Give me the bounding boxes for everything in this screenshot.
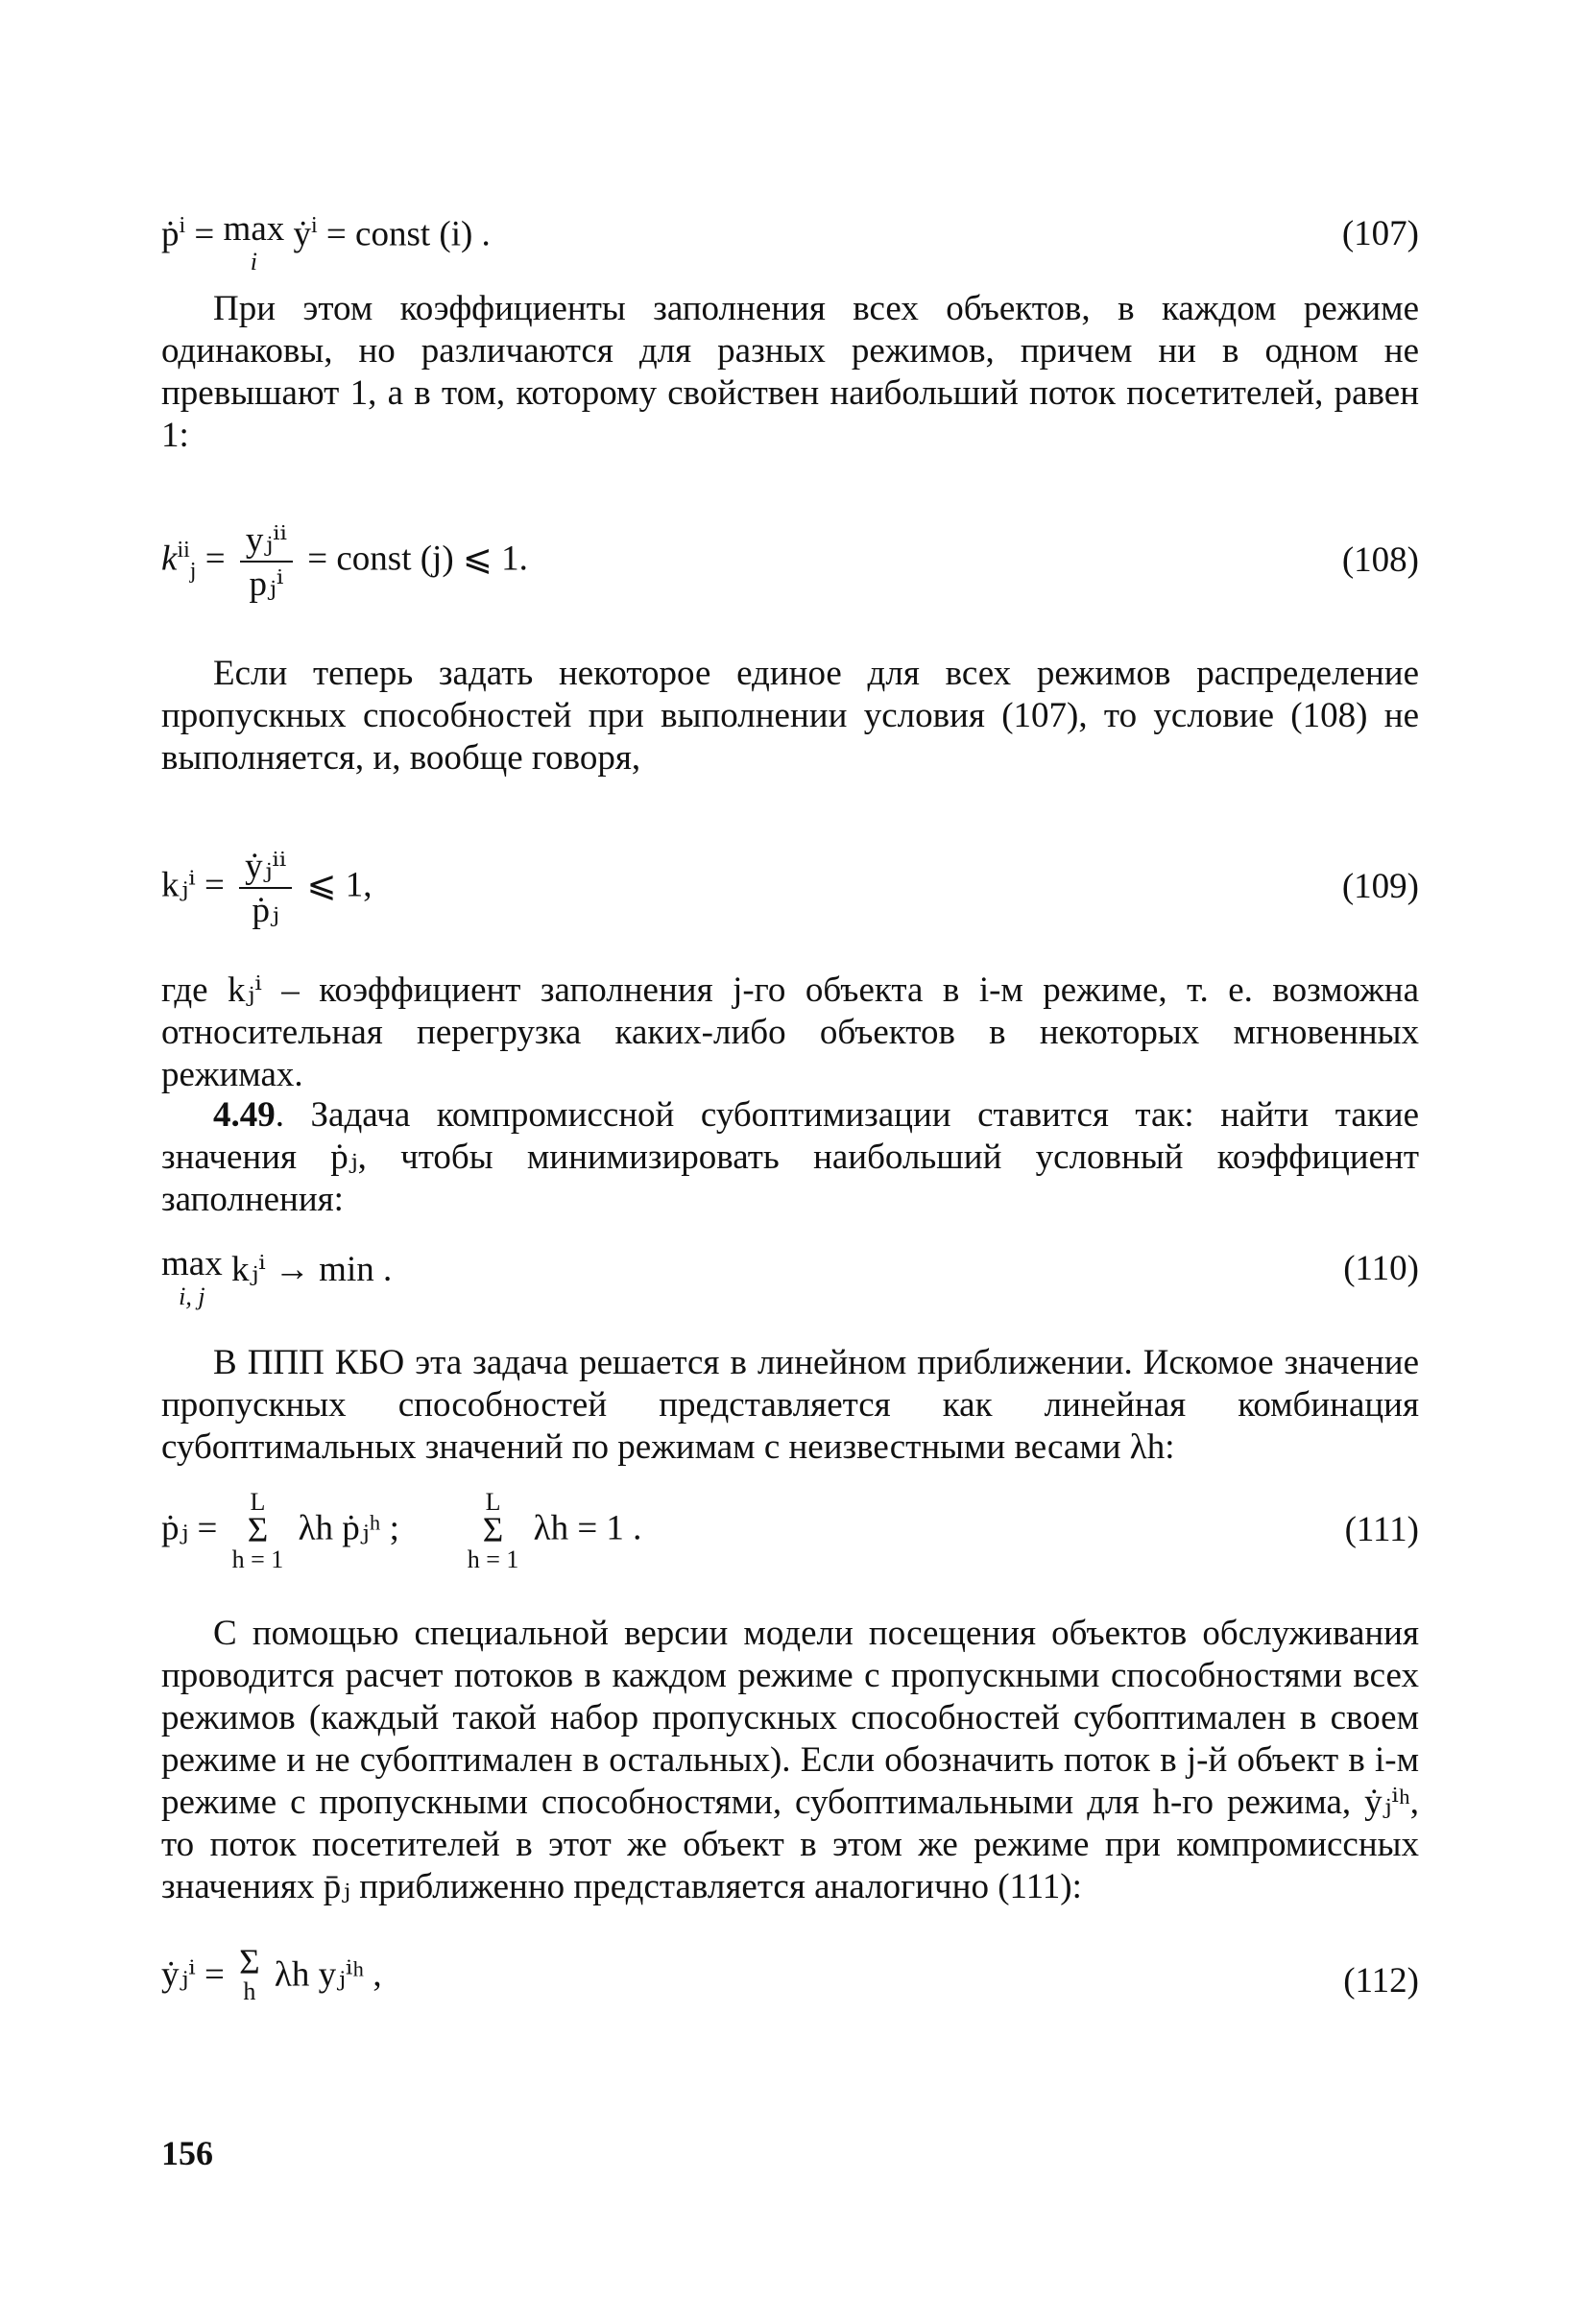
sum-2-upper: L <box>485 1488 501 1516</box>
equation-number-108: (108) <box>1341 540 1419 580</box>
formula-107-body: ṗ$^i$ = max i ẏ$^i$ = const (i) . <box>161 213 491 278</box>
paragraph-1-block <box>161 288 1419 457</box>
paragraph-6-block <box>161 1613 1419 1908</box>
sum-2-sign: Σ <box>482 1511 504 1550</box>
formula-107-max <box>223 209 285 278</box>
formula-110-expression: kⱼⁱ → min . <box>230 1250 393 1289</box>
formula-109-lhs: kⱼⁱ = <box>161 865 225 905</box>
paragraph-2-block <box>161 653 1419 779</box>
formula-109 <box>161 845 1419 950</box>
paragraph-5-block <box>161 1342 1419 1469</box>
paragraph-4-block <box>161 1094 1419 1221</box>
formula-107 <box>161 209 1419 276</box>
equation-number-112: (112) <box>1343 1961 1419 2001</box>
section-number: 4.49 <box>213 1095 276 1135</box>
formula-110 <box>161 1244 1419 1325</box>
formula-112-lhs: ẏⱼⁱ = <box>161 1954 225 1995</box>
formula-110-max-op: max <box>161 1244 223 1283</box>
formula-107-max-index: i <box>250 248 258 276</box>
sum-1-upper: L <box>250 1488 266 1516</box>
paragraph-2: Если теперь задать некоторое единое для всех режимов распределение пропускных способностей при выполнении условия (107), то условие (108) не выполняется, и, вообще говоря, <box>161 654 1419 778</box>
page-number: 156 <box>161 2134 213 2172</box>
formula-108-rhs: = const (j) ⩽ 1. <box>307 539 528 579</box>
sum-1-lower: h = 1 <box>231 1545 284 1573</box>
formula-109-fraction <box>239 845 292 931</box>
formula-108-numerator: yⱼⁱⁱ <box>240 518 293 563</box>
formula-109-body <box>161 845 373 931</box>
formula-110-max <box>161 1244 223 1313</box>
formula-112-body <box>161 1943 382 2006</box>
formula-109-denominator: ṗⱼ <box>252 891 279 930</box>
formula-111 <box>161 1488 1419 1584</box>
formula-107-max-op: max <box>223 209 285 249</box>
sum-3-lower: h <box>243 1977 256 2005</box>
formula-110-body <box>161 1244 393 1313</box>
formula-111-body <box>161 1488 641 1574</box>
paragraph-3-block <box>161 970 1419 1096</box>
formula-112 <box>161 1943 1419 2035</box>
formula-108 <box>161 518 1419 624</box>
formula-112-sum <box>239 1943 260 2006</box>
equation-number-109: (109) <box>1341 867 1419 906</box>
formula-107-rhs: = const (i) . <box>325 214 491 254</box>
formula-107-lhs: ṗ <box>161 214 180 254</box>
formula-111-lhs: ṗⱼ = <box>161 1508 218 1548</box>
formula-112-term: λh yⱼⁱʰ , <box>274 1954 382 1995</box>
formula-110-max-index: i, j <box>179 1282 205 1310</box>
sum-3-sign: Σ <box>239 1943 260 1982</box>
formula-111-sum-1 <box>232 1488 284 1574</box>
paragraph-5: В ППП КБО эта задача решается в линейном приближении. Искомое значение пропускных способностей представляется как линейная комбинация субоптимальных значений по режимам с неизвестными весами λh: <box>161 1343 1419 1467</box>
equation-number-107: (107) <box>1341 214 1419 253</box>
equation-number-110: (110) <box>1343 1249 1419 1288</box>
paragraph-4 <box>161 1094 1419 1221</box>
formula-111-sum-2 <box>468 1488 519 1574</box>
equation-number-111: (111) <box>1344 1510 1419 1549</box>
formula-111-term-2: λh = 1 . <box>533 1508 642 1548</box>
formula-108-fraction <box>240 518 293 605</box>
paragraph-3: где kⱼⁱ – коэффициент заполнения j-го объекта в i-м режиме, т. е. возможна относительная перегрузка каких-либо объектов в некоторых мгновенных режимах. <box>161 970 1419 1094</box>
formula-107-sup: i <box>179 213 186 238</box>
formula-108-body: $k^{ii}_j$ = $\frac{\text{yⱼⁱⁱ}}{\text{pⱼⁱ}}$ = const (j) ⩽ 1. <box>161 520 528 604</box>
formula-109-numerator: ẏⱼⁱⁱ <box>239 845 292 889</box>
sum-1-sign: Σ <box>247 1511 269 1550</box>
formula-108-denominator: pⱼⁱ <box>249 564 284 604</box>
paragraph-4-text: . Задача компромиссной субоптимизации ставится так: найти такие значения ṗⱼ, чтобы минимизировать наибольший условный коэффициент заполнения: <box>161 1095 1419 1219</box>
paragraph-1: При этом коэффициенты заполнения всех объектов, в каждом режиме одинаковы, но различаются для разных режимов, причем ни в одном не превышают 1, а в том, которому свойствен наибольший поток посетителей, равен 1: <box>161 289 1419 455</box>
sum-2-lower: h = 1 <box>467 1545 519 1573</box>
paragraph-6: С помощью специальной версии модели посещения объектов обслуживания проводится расчет потоков в каждом режиме с пропускными способностями всех режимов (каждый такой набор пропускных способностей субоптимален в своем режиме и не субоптимален в остальных). Если обозначить поток в j-й объект в i-м режиме с пропускными способностями, субоптимальными для h-го режима, ẏⱼⁱʰ, то поток посетителей в этот же объект в этом же режиме при компромиссных значениях p̄ⱼ приближенно представляется аналогично (111): <box>161 1614 1419 1906</box>
formula-109-rhs: ⩽ 1, <box>306 865 373 905</box>
formula-111-term-1: λh ṗⱼʰ ; <box>298 1508 399 1548</box>
formula-108-lhs: k <box>161 539 178 579</box>
